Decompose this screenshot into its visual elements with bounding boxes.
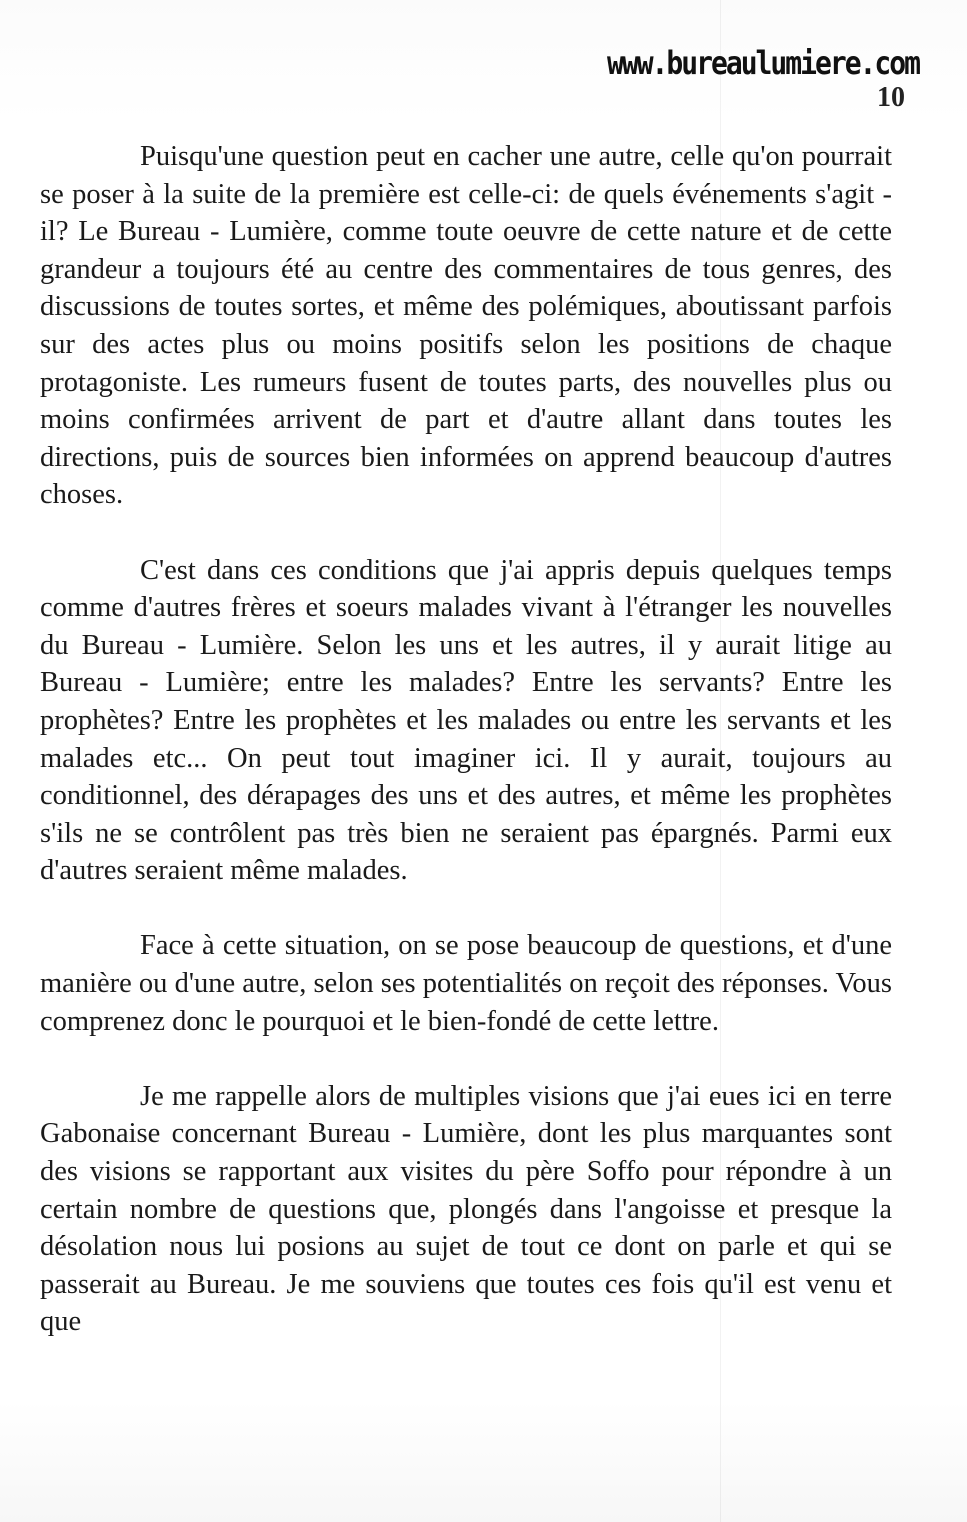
paragraph-1: Puisqu'une question peut en cacher une autre, celle qu'on pourrait se poser à la suite de la première est celle-ci: de quels événements s'agit - il? Le Bureau - Lumière, comme toute oeuvre de cette nature et de cette grandeur a toujours été au centre des commentaires de tous genres, des discussions de toutes sortes, et même des polémiques, aboutissant parfois sur des actes plus ou moins positifs selon les positions de chaque protagoniste. Les rumeurs fusent de toutes parts, des nouvelles plus ou moins confirmées arrivent de part et d'autre allant dans toutes les directions, puis de sources bien informées on apprend beaucoup d'autres choses. (40, 141, 892, 511)
paragraph-4: Je me rappelle alors de multiples visions que j'ai eues ici en terre Gabonaise concernant Bureau - Lumière, dont les plus marquantes sont des visions se rapportant aux visites du père Soffo pour répondre à un certain nombre de questions que, plongés dans l'angoisse et presque la désolation nous lui posions au sujet de tout ce dont on parle et qui se passerait au Bureau. Je me souviens que toutes ces fois qu'il est venu et que (40, 1080, 892, 1338)
page-number: 10 (877, 82, 905, 113)
website-header: www.bureaulumiere.com (606, 44, 919, 82)
paragraph-2: C'est dans ces conditions que j'ai appris depuis quelques temps comme d'autres frères et soeurs malades vivant à l'étranger les nouvelles du Bureau - Lumière. Selon les uns et les autres, il y aurait litige au Bureau - Lumière; entre les malades? Entre les servants? Entre les prophètes? Entre les prophètes et les malades ou entre les servants et les malades etc... On peut tout imaginer ici. Il y aurait, toujours au conditionnel, des dérapages des uns et des autres, et même les prophètes s'ils ne se contrôlent pas très bien ne seraient pas épargnés. Parmi eux d'autres seraient même malades. (40, 554, 892, 887)
paragraph-3: Face à cette situation, on se pose beaucoup de questions, et d'une manière ou d'une autre, selon ses potentialités on reçoit des réponses. Vous comprenez donc le pourquoi et le bien-fondé de cette lettre. (40, 930, 892, 1037)
body-text (40, 138, 892, 1341)
